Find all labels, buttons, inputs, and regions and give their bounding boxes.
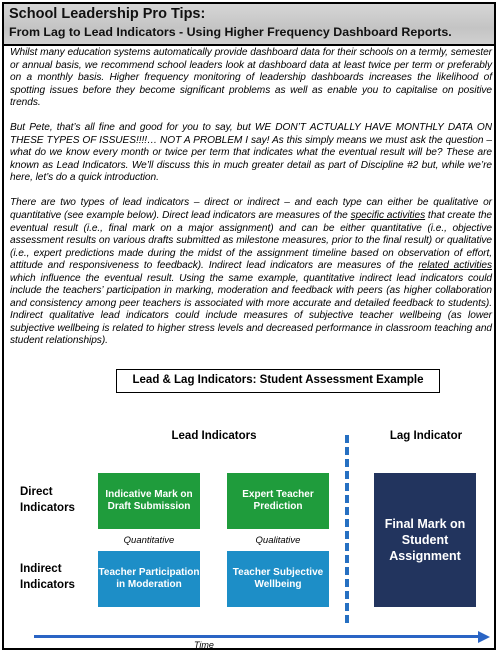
paragraph-3-part-c: which influence the eventual result. Using the same example, quantitative indirect lead indicators could include the teachers’ participation in marking, moderation and feedback with peers (as higher collaboration and consistency among peer teachers is associated with more accurate and detailed feedback to students). Indirect qualitative lead indicators could include measures of subjective teacher wellbeing (as lower subjective wellbeing is related to higher stress levels and decreased performance in classroom teaching and student relationships). xyxy=(10,272,492,347)
lead-indicators-heading: Lead Indicators xyxy=(171,430,257,442)
lag-indicator-heading: Lag Indicator xyxy=(389,430,463,442)
expert-prediction-box: Expert Teacher Prediction xyxy=(227,473,329,529)
article-body xyxy=(10,47,492,348)
card-subtitle: From Lag to Lead Indicators - Using Higher Frequency Dashboard Reports. xyxy=(9,25,452,39)
draft-mark-box: Indicative Mark on Draft Submission xyxy=(98,473,200,529)
time-axis-label: Time xyxy=(194,640,214,650)
direct-indicators-label: Direct Indicators xyxy=(20,486,75,514)
paragraph-1: Whilst many education systems automatically provide dashboard data for their schools on a termly, semester or annual basis, we recommend school leaders look at dashboard data at least twice per term or preferably on a monthly basis. Higher frequency monitoring of leadership dashboards increases the likelihood of spotting issues before they become significant problems as well as enable you to capitalise on positive trends. xyxy=(10,47,492,109)
header-banner xyxy=(4,4,494,46)
diagram-title: Lead & Lag Indicators: Student Assessment Example xyxy=(116,369,440,393)
indirect-indicators-label: Indirect Indicators xyxy=(20,563,75,591)
related-activities-term: related activities xyxy=(418,260,492,272)
paragraph-3 xyxy=(10,197,492,348)
quantitative-tag: Quantitative xyxy=(123,535,175,546)
qualitative-tag: Qualitative xyxy=(255,535,301,546)
indicators-diagram xyxy=(4,369,494,649)
paragraph-3-part-b: that create the eventual result (i.e., final mark on a major assignment) and can be either quantitative (i.e., objective assessment results on various drafts submitted as milestone measures, prior to the final result) or qualitative (i.e., expert predictions made during the midst of the assignment timeline based on observation of effort, attitude and responsiveness to feedback). Indirect lead indicators are measures of the xyxy=(10,210,493,272)
tip-card xyxy=(2,2,496,650)
teacher-wellbeing-box: Teacher Subjective Wellbeing xyxy=(227,551,329,607)
time-arrow-icon xyxy=(478,631,490,643)
teacher-participation-box: Teacher Participation in Moderation xyxy=(98,551,200,607)
card-title: School Leadership Pro Tips: xyxy=(9,6,206,22)
paragraph-2: But Pete, that’s all fine and good for you to say, but WE DON’T ACTUALLY HAVE MONTHLY DATA ON THESE TYPES OF ISSUES!!!!… NOT A PROBLEM I say! As this simply means we must ask the question – what do we know every month or twice per term that indicates what the eventual result will be? These are known as Lead Indicators. We’ll discuss this in much greater detail as part of Discipline #2 but, while we’re here, let’s do a quick introduction. xyxy=(10,122,492,184)
lead-lag-divider xyxy=(345,435,349,623)
final-mark-box: Final Mark on Student Assignment xyxy=(374,473,476,607)
time-axis-line xyxy=(34,635,480,638)
paragraph-3-part-a: There are two types of lead indicators – direct or indirect – and each type can either be qualitative or quantitative (see example below). Direct lead indicators are measures of the xyxy=(10,197,492,222)
specific-activities-term: specific activities xyxy=(350,210,426,222)
